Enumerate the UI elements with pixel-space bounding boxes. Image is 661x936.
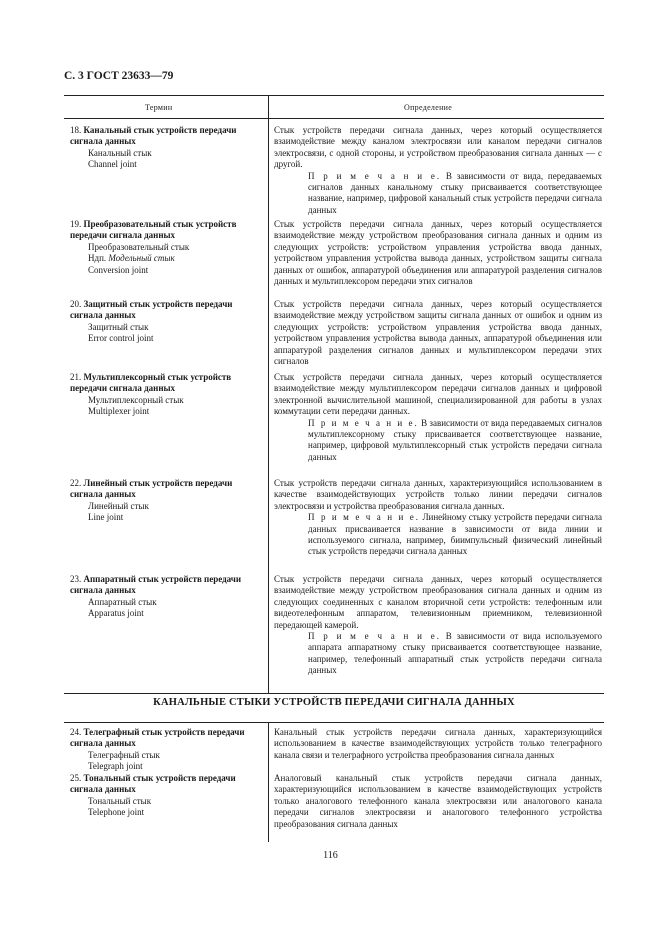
table-bottom-rule bbox=[64, 693, 604, 694]
table-top-rule bbox=[64, 95, 604, 96]
table2-top-rule bbox=[64, 722, 604, 723]
page-header: С. 3 ГОСТ 23633—79 bbox=[64, 70, 174, 82]
definition-column-header: Определение bbox=[404, 103, 453, 112]
term-entry-19: 19. Преобразовательный стык устройств передачи сигнала данных Преобразовательный стык Ндп. Модельный стык Conversion joint bbox=[70, 219, 237, 275]
term-entry-22: 22. Линейный стык устройств передачи сигнала данных Линейный стык Line joint bbox=[70, 478, 233, 523]
definition-entry-25: Аналоговый канальный стык устройств передачи сигнала данных, характеризующийся использованием в качестве взаимодействующих устройств только аналогового телефонного канала электросвязи или аналогового канала передачи сигналов электросвязи и аналогового телефонного устройства преобразования сигнала данных bbox=[274, 773, 602, 829]
section-title: КАНАЛЬНЫЕ СТЫКИ УСТРОЙСТВ ПЕРЕДАЧИ СИГНАЛА ДАННЫХ bbox=[153, 697, 515, 708]
definition-entry-21: Стык устройств передачи сигнала данных, через который осуществляется взаимодействие между мультиплексором передачи сигналов данных и цифровой электронной вычислительной машиной, специализированной для работы в узлах коммутации сети передачи данных. П р и м е ч а н и е. В зависимости от вида передаваемых сигналов мультиплексорному стыку присваивается соответствующее название, например, цифровой мультиплексорный стык устройств передачи сигнала данных bbox=[274, 372, 603, 462]
table-header-rule bbox=[64, 118, 604, 119]
term-entry-25: 25. Тональный стык устройств передачи сигнала данных Тональный стык Telephone joint bbox=[70, 773, 236, 818]
definition-entry-22: Стык устройств передачи сигнала данных, характеризующийся использованием в качестве взаимодействующих устройств только линии передачи сигналов электросвязи и устройства преобразования сигнала данных. П р и м е ч а н и е. Линейному стыку устройств передачи сигнала данных присваивается название в зависимости от вида линии и используемого сигнала, например, биимпульсный физический линейный стык устройств передачи сигнала данных bbox=[274, 478, 603, 557]
definition-entry-19: Стык устройств передачи сигнала данных, через который осуществляется взаимодействие между устройством преобразования сигнала данных и одним из следующих устройств: устройством управления устройства ввода данных, устройством управления устройства вывода данных, устройством защиты сигнала данных от ошибок, аппаратурой объединения или аппаратурой разделения сигналов данных и мультиплексором передачи этих сигналов bbox=[274, 219, 602, 287]
term-entry-24: 24. Телеграфный стык устройств передачи сигнала данных Телеграфный стык Telegraph joint bbox=[70, 727, 245, 772]
term-entry-20: 20. Защитный стык устройств передачи сигнала данных Защитный стык Error control joint bbox=[70, 299, 233, 344]
column-divider bbox=[268, 95, 269, 693]
term-entry-23: 23. Аппаратный стык устройств передачи сигнала данных Аппаратный стык Apparatus joint bbox=[70, 574, 242, 619]
definition-entry-18: Стык устройств передачи сигнала данных, через который осуществляется взаимодействие между каналом электросвязи или каналом передачи сигналов электросвязи, с одной стороны, и устройством преобразования сигнала данных — с другой. П р и м е ч а н и е. В зависимости от вида, передаваемых сигналов данных канальному стыку присваивается соответствующее название, например, цифровой канальный стык устройств передачи сигнала данных bbox=[274, 125, 603, 215]
term-entry-18: 18. Канальный стык устройств передачи сигнала данных Канальный стык Channel joint bbox=[70, 125, 237, 170]
term-column-header: Термин bbox=[145, 103, 173, 112]
page-number: 116 bbox=[323, 850, 338, 861]
term-entry-21: 21. Мультиплексорный стык устройств передачи сигнала данных Мультиплексорный стык Multiplexer joint bbox=[70, 372, 232, 417]
definition-entry-24: Канальный стык устройств передачи сигнала данных, характеризующийся использованием в качестве взаимодействующих устройств только телеграфного канала связи и телеграфного устройства преобразования сигнала данных bbox=[274, 727, 602, 760]
definition-entry-20: Стык устройств передачи сигнала данных, через который осуществляется взаимодействие между устройством защиты сигнала данных от ошибок и одним из следующих устройств: устройством управления устройства ввода данных, устройством управления устройства вывода данных, аппаратурой объединения или аппаратурой разделения сигналов данных и мультиплексором передачи этих сигналов bbox=[274, 299, 602, 367]
definition-entry-23: Стык устройств передачи сигнала данных, через который осуществляется взаимодействие между устройством преобразования сигнала данных и одним из следующих соединенных с каналом вторичной сети устройств: телефонным или видеотелефонным аппаратом, телевизионным приемником, телевизионной передающей камерой. П р и м е ч а н и е. В зависимости от вида используемого аппарата аппаратному стыку присваивается соответствующее название, например, телефонный аппаратный стык устройств передачи сигнала данных bbox=[274, 574, 603, 676]
column-divider-2 bbox=[268, 722, 269, 842]
